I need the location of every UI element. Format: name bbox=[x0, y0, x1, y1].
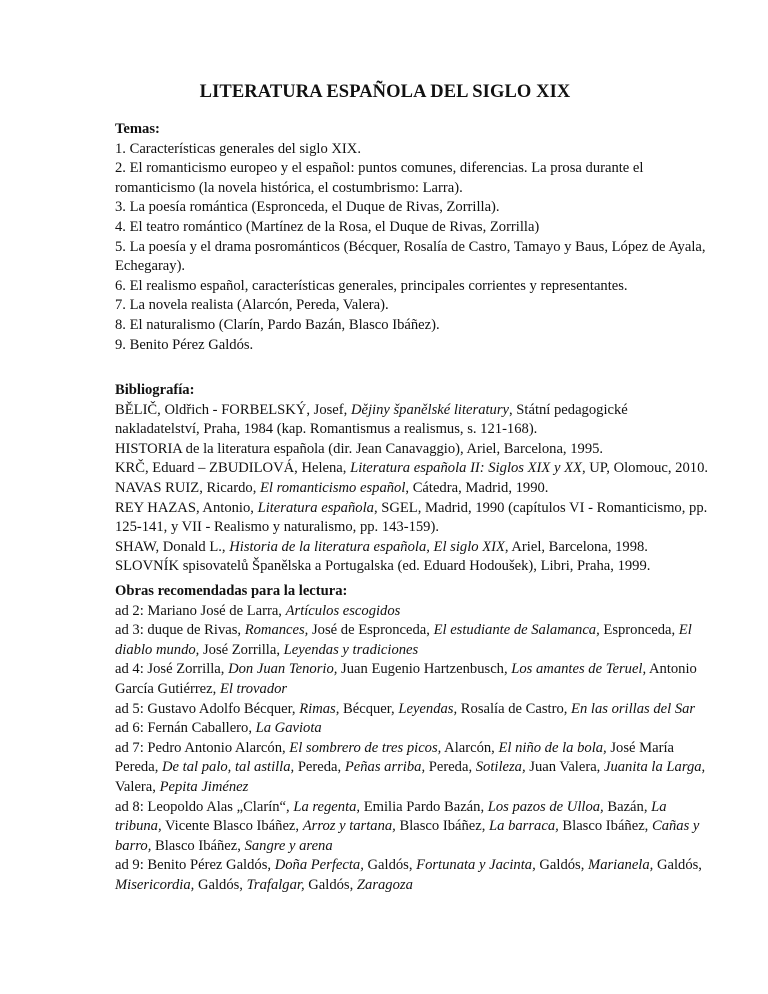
author-text: Blasco Ibáñez, bbox=[151, 837, 245, 854]
entry-title: Literatura española bbox=[257, 499, 374, 516]
entry-text: , Ariel, Barcelona, 1998. bbox=[504, 538, 648, 555]
bibliography-entry-line bbox=[115, 518, 708, 538]
entry-title: Literatura española II: Siglos XIX y XX bbox=[350, 460, 582, 477]
reading-line bbox=[115, 719, 705, 739]
author-text: Blasco Ibáñez, bbox=[558, 818, 652, 835]
temas-section bbox=[115, 120, 706, 355]
tema-line: 8. El naturalismo (Clarín, Pardo Bazán, Blasco Ibáñez). bbox=[115, 316, 440, 333]
work-title: La bbox=[651, 798, 667, 815]
reading-line bbox=[115, 739, 705, 759]
reading-line bbox=[115, 758, 705, 778]
author-text: ad 5: Gustavo Adolfo Bécquer, bbox=[115, 700, 300, 717]
entry-text: BĚLIČ, Oldřich - FORBELSKÝ, Josef, bbox=[115, 401, 351, 418]
author-text: Pereda, bbox=[115, 759, 163, 776]
work-title: El sombrero de tres picos, bbox=[289, 739, 442, 756]
work-title: El bbox=[678, 622, 692, 639]
author-text: Antonio bbox=[646, 661, 697, 678]
bibliografia-section bbox=[115, 381, 708, 577]
obras-section bbox=[115, 582, 705, 896]
entry-title: El romanticismo español bbox=[260, 479, 406, 496]
author-text: Galdós, bbox=[535, 857, 589, 874]
work-title: Los pazos de Ulloa, bbox=[487, 798, 604, 815]
work-title: La regenta, bbox=[293, 798, 361, 815]
author-text: Galdós, bbox=[304, 876, 357, 893]
author-text: Bazán, bbox=[603, 798, 652, 815]
work-title: El niño de la bola, bbox=[498, 739, 607, 756]
tema-line: 2. El romanticismo europeo y el español: puntos comunes, diferencias. La prosa durante el bbox=[115, 160, 644, 177]
author-text: ad 2: Mariano José de Larra, bbox=[115, 602, 286, 619]
entry-text: KRČ, Eduard – ZBUDILOVÁ, Helena, bbox=[115, 460, 351, 477]
author-text: Bécquer, bbox=[339, 700, 399, 717]
author-text: Juan Eugenio Hartzenbusch, bbox=[337, 661, 512, 678]
tema-line: Echegaray). bbox=[115, 258, 186, 275]
tema-line: romanticismo (la novela histórica, el costumbrismo: Larra). bbox=[115, 179, 463, 196]
author-text: Espronceda, bbox=[599, 622, 679, 639]
bibliografia-heading: Bibliografía: bbox=[115, 382, 195, 398]
work-title: Romances, bbox=[244, 622, 309, 639]
entry-text: REY HAZAS, Antonio, bbox=[115, 499, 258, 516]
work-title: El estudiante de Salamanca, bbox=[433, 622, 600, 639]
work-title: Pepita Jiménez bbox=[159, 778, 249, 795]
reading-line bbox=[115, 837, 705, 857]
temas-list bbox=[115, 140, 706, 356]
bibliografia-list bbox=[115, 401, 708, 577]
entry-text: SHAW, Donald L., bbox=[115, 538, 230, 555]
author-text: José María bbox=[606, 739, 674, 756]
author-text: ad 9: Benito Pérez Galdós, bbox=[115, 857, 275, 874]
author-text: Galdós, bbox=[363, 857, 417, 874]
work-title: Misericordia, bbox=[115, 876, 195, 893]
entry-text: , Státní pedagogické bbox=[509, 401, 628, 418]
author-text: Galdós, bbox=[194, 876, 247, 893]
bibliography-entry-line bbox=[115, 479, 708, 499]
work-title: El trovador bbox=[219, 680, 288, 697]
reading-line bbox=[115, 876, 705, 896]
work-title: Marianela, bbox=[588, 857, 654, 874]
author-text: Pereda, bbox=[425, 759, 476, 776]
work-title: La barraca, bbox=[489, 818, 559, 835]
entry-text: NAVAS RUIZ, Ricardo, bbox=[115, 479, 260, 496]
work-title: Rimas, bbox=[299, 700, 340, 717]
work-title: Leyendas y tradiciones bbox=[283, 641, 419, 658]
work-title: Don Juan Tenorio, bbox=[228, 661, 338, 678]
author-text: García Gutiérrez, bbox=[115, 680, 220, 697]
entry-text: SLOVNÍK spisovatelů Španělska a Portugalska (ed. Eduard Hodoušek), Libri, Praha, 1999. bbox=[115, 558, 651, 575]
bibliography-entry-line bbox=[115, 459, 708, 479]
author-text: Emilia Pardo Bazán, bbox=[360, 798, 488, 815]
bibliography-entry-line bbox=[115, 440, 708, 460]
author-text: ad 3: duque de Rivas, bbox=[115, 622, 245, 639]
work-title: Trafalgar, bbox=[246, 876, 305, 893]
reading-line bbox=[115, 602, 705, 622]
author-text: José Zorrilla, bbox=[199, 641, 284, 658]
entry-text: , UP, Olomouc, 2010. bbox=[581, 460, 709, 477]
reading-line bbox=[115, 798, 705, 818]
entry-title: Dějiny španělské literatury bbox=[350, 401, 509, 418]
work-title: Sangre y arena bbox=[244, 837, 333, 854]
bibliography-entry-line bbox=[115, 420, 708, 440]
obras-heading: Obras recomendadas para la lectura: bbox=[115, 583, 348, 599]
work-title: Juanita la Larga, bbox=[603, 759, 706, 776]
work-title: En las orillas del Sar bbox=[571, 700, 696, 717]
work-title: barro, bbox=[115, 837, 152, 854]
author-text: ad 6: Fernán Caballero, bbox=[115, 720, 256, 737]
tema-line: 3. La poesía romántica (Espronceda, el Duque de Rivas, Zorrilla). bbox=[115, 199, 500, 216]
author-text: Rosalía de Castro, bbox=[457, 700, 572, 717]
author-text: Alarcón, bbox=[441, 739, 499, 756]
work-title: Artículos escogidos bbox=[285, 602, 401, 619]
tema-line: 6. El realismo español, características generales, principales corrientes y representantes. bbox=[115, 277, 628, 294]
tema-line: 9. Benito Pérez Galdós. bbox=[115, 336, 254, 353]
author-text: ad 7: Pedro Antonio Alarcón, bbox=[115, 739, 290, 756]
obras-list bbox=[115, 602, 705, 896]
reading-line bbox=[115, 641, 705, 661]
reading-line bbox=[115, 856, 705, 876]
tema-line: 5. La poesía y el drama posrománticos (Bécquer, Rosalía de Castro, Tamayo y Baus, López de Ayala, bbox=[115, 238, 706, 255]
entry-text: , SGEL, Madrid, 1990 (capítulos VI - Romanticismo, pp. bbox=[373, 499, 708, 516]
bibliography-entry-line bbox=[115, 557, 708, 577]
tema-line: 7. La novela realista (Alarcón, Pereda, Valera). bbox=[115, 297, 389, 314]
bibliography-entry-line bbox=[115, 538, 708, 558]
work-title: tribuna, bbox=[115, 818, 162, 835]
reading-line bbox=[115, 680, 705, 700]
work-title: Leyendas, bbox=[398, 700, 458, 717]
work-title: diablo mundo, bbox=[115, 641, 200, 658]
work-title: La Gaviota bbox=[255, 720, 322, 737]
author-text: Juan Valera, bbox=[525, 759, 604, 776]
work-title: Sotileza, bbox=[475, 759, 526, 776]
document-title: LITERATURA ESPAÑOLA DEL SIGLO XIX bbox=[199, 82, 571, 102]
bibliography-entry-line bbox=[115, 499, 708, 519]
author-text: José de Espronceda, bbox=[308, 622, 434, 639]
tema-line: 4. El teatro romántico (Martínez de la Rosa, el Duque de Rivas, Zorrilla) bbox=[115, 218, 540, 235]
reading-line bbox=[115, 660, 705, 680]
author-text: ad 4: José Zorrilla, bbox=[115, 661, 229, 678]
author-text: Valera, bbox=[115, 778, 160, 795]
bibliography-entry-line bbox=[115, 401, 708, 421]
work-title: Cañas y bbox=[651, 818, 700, 835]
work-title: Peñas arriba, bbox=[344, 759, 426, 776]
author-text: Pereda, bbox=[294, 759, 345, 776]
work-title: Fortunata y Jacinta, bbox=[416, 857, 536, 874]
work-title: Doña Perfecta, bbox=[274, 857, 364, 874]
entry-title: Historia de la literatura española, El siglo XIX bbox=[229, 538, 505, 555]
work-title: Zaragoza bbox=[356, 876, 413, 893]
entry-text: nakladatelství, Praha, 1984 (kap. Romantismus a realismus, s. 121-168). bbox=[115, 421, 538, 438]
author-text: ad 8: Leopoldo Alas „Clarín“, bbox=[115, 798, 294, 815]
tema-line: 1. Características generales del siglo XIX. bbox=[115, 140, 361, 157]
author-text: Vicente Blasco Ibáñez, bbox=[161, 818, 303, 835]
reading-line bbox=[115, 817, 705, 837]
reading-line bbox=[115, 700, 705, 720]
entry-text: 125-141, y VII - Realismo y naturalismo, pp. 143-159). bbox=[115, 519, 439, 536]
reading-line bbox=[115, 778, 705, 798]
work-title: Los amantes de Teruel, bbox=[511, 661, 647, 678]
reading-line bbox=[115, 621, 705, 641]
temas-heading: Temas: bbox=[115, 121, 160, 137]
author-text: Galdós, bbox=[653, 857, 702, 874]
entry-text: HISTORIA de la literatura española (dir. Jean Canavaggio), Ariel, Barcelona, 1995. bbox=[115, 440, 604, 457]
work-title: Arroz y tartana, bbox=[302, 818, 396, 835]
author-text: Blasco Ibáñez, bbox=[395, 818, 490, 835]
entry-text: , Cátedra, Madrid, 1990. bbox=[405, 479, 549, 496]
work-title: De tal palo, tal astilla, bbox=[162, 759, 295, 776]
